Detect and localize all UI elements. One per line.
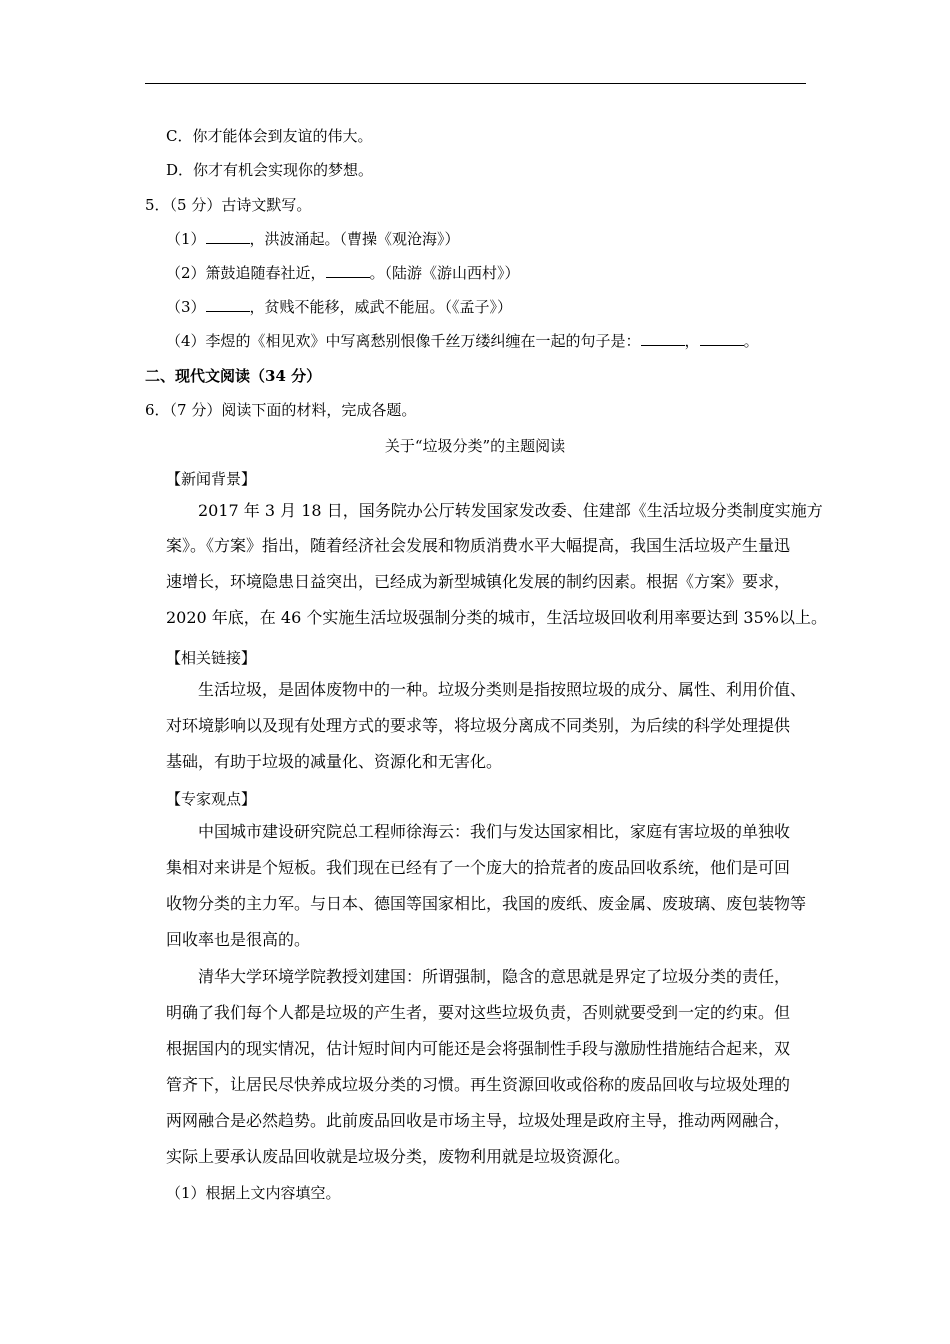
q5-item-2-post: 。（陆游《游山西村》） (369, 264, 520, 282)
q5-item-2 (166, 263, 520, 283)
paragraph-line: 基础，有助于垃圾的减量化、资源化和无害化。 (166, 752, 503, 771)
expert-heading: 【专家观点】 (166, 790, 257, 808)
paragraph-line: 回收率也是很高的。 (166, 930, 311, 949)
paragraph-line: 2020 年底，在 46 个实施生活垃圾强制分类的城市，生活垃圾回收利用率要达到 35%以上。 (166, 608, 827, 627)
reading-title: 关于“垃圾分类”的主题阅读 (384, 437, 566, 455)
q5-item-3 (166, 297, 512, 317)
answer-blank (326, 263, 370, 278)
paragraph-line: 速增长，环境隐患日益突出，已经成为新型城镇化发展的制约因素。根据《方案》要求， (166, 572, 791, 591)
paragraph-line: 两网融合是必然趋势。此前废品回收是市场主导，垃圾处理是政府主导，推动两网融合， (166, 1111, 791, 1130)
paragraph-line: 中国城市建设研究院总工程师徐海云：我们与发达国家相比，家庭有害垃圾的单独收 (198, 822, 791, 841)
q5-item-4-mid: ， (684, 332, 700, 350)
option-c: C．你才能体会到友谊的伟大。 (166, 127, 373, 145)
answer-blank (700, 331, 744, 346)
question-6-title: 6．（7 分）阅读下面的材料，完成各题。 (145, 401, 417, 419)
q5-item-4-pre: （4）李煜的《相见欢》中写离愁别恨像千丝万缕纠缠在一起的句子是： (166, 332, 641, 350)
paragraph-line: 2017 年 3 月 18 日，国务院办公厅转发国家发改委、住建部《生活垃圾分类制度实施方 (198, 501, 823, 520)
q5-item-1 (166, 229, 460, 249)
paragraph-line: 对环境影响以及现有处理方式的要求等，将垃圾分离成不同类别，为后续的科学处理提供 (166, 716, 791, 735)
option-d: D．你才有机会实现你的梦想。 (166, 161, 374, 179)
q5-item-4-post: 。 (743, 332, 759, 350)
answer-blank (206, 297, 250, 312)
paragraph-line: 清华大学环境学院教授刘建国：所谓强制，隐含的意思就是界定了垃圾分类的责任， (198, 967, 791, 986)
header-rule (145, 83, 806, 84)
paragraph-line: 收物分类的主力军。与日本、德国等国家相比，我国的废纸、废金属、废玻璃、废包装物等 (166, 894, 807, 913)
link-heading: 【相关链接】 (166, 649, 257, 667)
paragraph-line: 生活垃圾，是固体废物中的一种。垃圾分类则是指按照垃圾的成分、属性、利用价值、 (198, 680, 807, 699)
news-heading: 【新闻背景】 (166, 470, 257, 488)
answer-blank (206, 229, 250, 244)
paragraph-line: 实际上要承认废品回收就是垃圾分类，废物利用就是垃圾资源化。 (166, 1147, 631, 1166)
section-2-title: 二、现代文阅读（34 分） (145, 367, 322, 385)
paragraph-line: 明确了我们每个人都是垃圾的产生者，要对这些垃圾负责，否则就要受到一定的约束。但 (166, 1003, 791, 1022)
paragraph-line: 案》。《方案》指出，随着经济社会发展和物质消费水平大幅提高，我国生活垃圾产生量迅 (166, 536, 791, 555)
paragraph-line: 集相对来讲是个短板。我们现在已经有了一个庞大的拾荒者的废品回收系统，他们是可回 (166, 858, 791, 877)
question-5-title: 5．（5 分）古诗文默写。 (145, 196, 312, 214)
q5-item-2-pre: （2）箫鼓追随春社近， (166, 264, 326, 282)
q5-item-3-pre: （3） (166, 298, 206, 316)
sub-question-1: （1）根据上文内容填空。 (166, 1184, 341, 1202)
q5-item-1-post: ，洪波涌起。（曹操《观沧海》） (249, 230, 460, 248)
paragraph-line: 根据国内的现实情况，估计短时间内可能还是会将强制性手段与激励性措施结合起来，双 (166, 1039, 791, 1058)
paragraph-line: 管齐下，让居民尽快养成垃圾分类的习惯。再生资源回收或俗称的废品回收与垃圾处理的 (166, 1075, 791, 1094)
answer-blank (641, 331, 685, 346)
q5-item-1-pre: （1） (166, 230, 206, 248)
q5-item-3-post: ，贫贱不能移，威武不能屈。（《孟子》） (249, 298, 513, 316)
q5-item-4 (166, 331, 759, 351)
